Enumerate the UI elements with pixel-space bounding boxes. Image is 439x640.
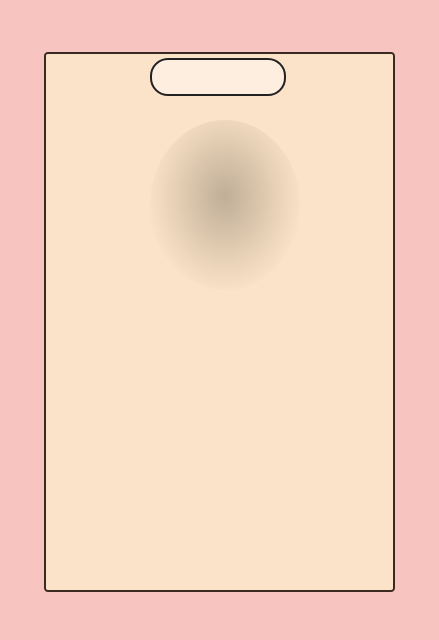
flower-border-left — [0, 60, 44, 580]
flower-border-right — [395, 60, 439, 580]
background-figure-image — [150, 120, 300, 290]
page-title-box — [150, 58, 286, 96]
